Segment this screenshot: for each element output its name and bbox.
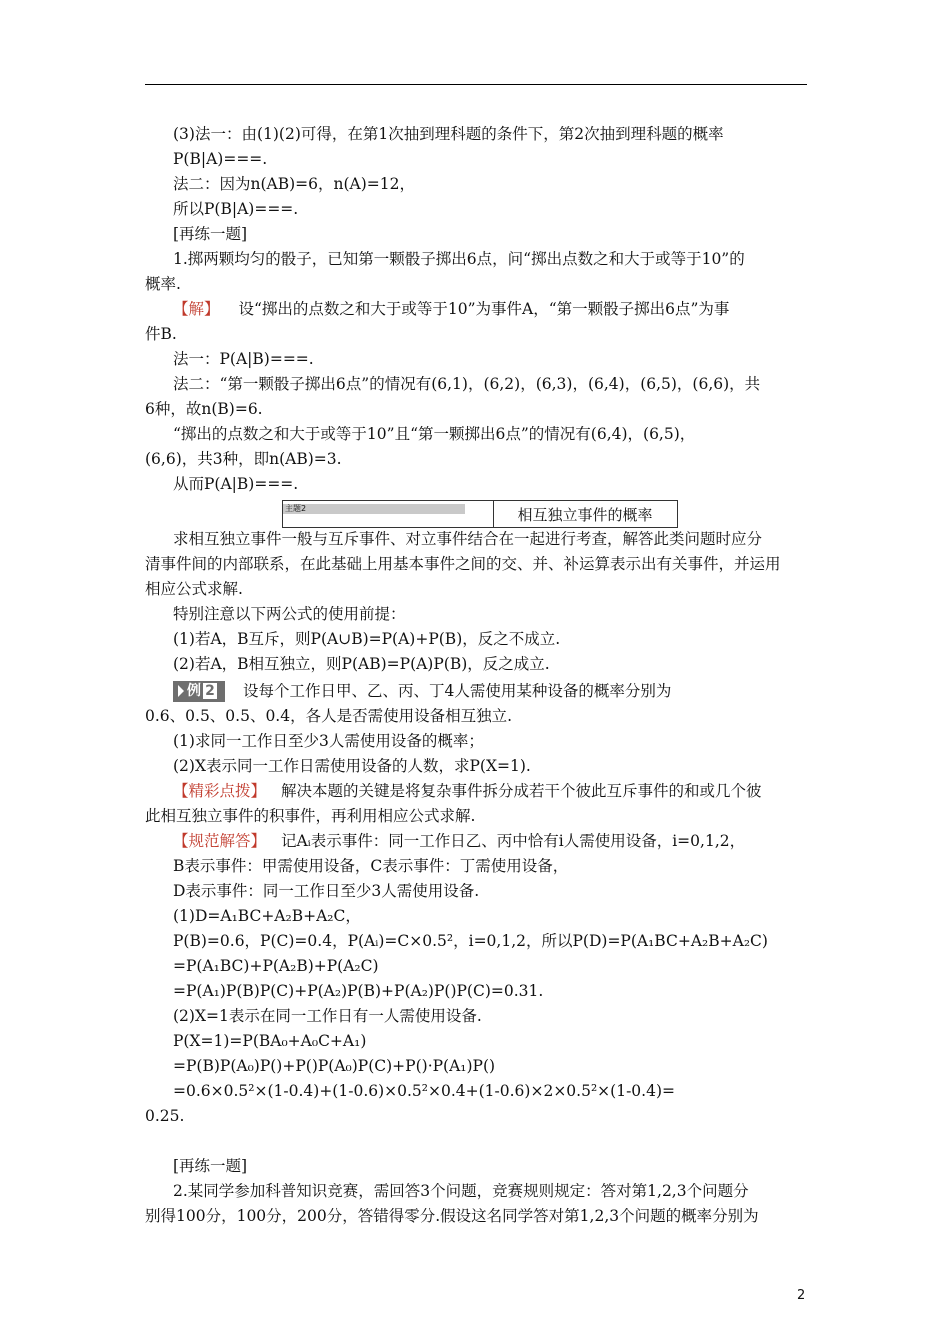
text-line: =P(B)P(A₀)P()+P()P(A₀)P(C)+P()·P(A₁)P() [173, 1057, 496, 1075]
text-line: (3)法一：由(1)(2)可得，在第1次抽到理科题的条件下，第2次抽到理科题的概率 [173, 125, 724, 143]
solution-label: 【解】 [173, 300, 220, 318]
header-rule [145, 84, 807, 85]
text-line: [再练一题] [173, 1157, 248, 1175]
text-line: 求相互独立事件一般与互斥事件、对立事件结合在一起进行考查，解答此类问题时应分 [173, 530, 763, 548]
example-badge [173, 681, 225, 702]
text-line: “掷出的点数之和大于或等于10”且“第一颗掷出6点”的情况有(6,4)，(6,5)， [173, 425, 696, 443]
text-line: =P(A₁)P(B)P(C)+P(A₂)P(B)+P(A₂)P()P(C)=0.31. [173, 982, 544, 1000]
answer-label: 【规范解答】 [173, 832, 267, 850]
text-line: 0.25. [145, 1107, 185, 1125]
text-line: (1)D=A₁BC+A₂B+A₂C， [173, 907, 361, 925]
play-arrow-icon [178, 685, 184, 697]
text-line: 清事件间的内部联系，在此基础上用基本事件之间的交、并、补运算表示出有关事件，并运用 [145, 555, 781, 573]
text-line: (1)求同一工作日至少3人需使用设备的概率； [173, 732, 484, 750]
answer-line [173, 831, 745, 851]
text-line: 解决本题的关键是将复杂事件拆分成若干个彼此互斥事件的和或几个彼 [280, 782, 762, 800]
topic-label: 主题2 [283, 504, 465, 514]
text-line: (2)X表示同一工作日需使用设备的人数，求P(X=1). [173, 757, 531, 775]
text-line: 别得100分，100分，200分，答错得零分.假设这名同学答对第1,2,3个问题的概率分别为 [145, 1207, 759, 1225]
text-line: B表示事件：甲需使用设备，C表示事件：丁需使用设备， [173, 857, 569, 875]
hint-label: 【精彩点拨】 [173, 782, 267, 800]
text-line: (1)若A，B互斥，则P(A∪B)=P(A)+P(B)，反之不成立. [173, 630, 561, 648]
text-line: 从而P(A|B)===. [173, 475, 299, 493]
topic-box [282, 500, 678, 528]
text-line: 设每个工作日甲、乙、丙、丁4人需使用某种设备的概率分别为 [243, 682, 672, 700]
text-line: (6,6)，共3种，即n(AB)=3. [145, 450, 342, 468]
text-line: =P(A₁BC)+P(A₂B)+P(A₂C) [173, 957, 379, 975]
text-line: 0.6、0.5、0.5、0.4，各人是否需使用设备相互独立. [145, 707, 513, 725]
example-number: 2 [203, 683, 217, 699]
text-line: 所以P(B|A)===. [173, 200, 299, 218]
text-line: 法二：因为n(AB)=6，n(A)=12， [173, 175, 415, 193]
text-line: 设“掷出的点数之和大于或等于10”为事件A，“第一颗骰子掷出6点”为事 [238, 300, 730, 318]
page-number: 2 [797, 1288, 806, 1303]
text-line: 特别注意以下两公式的使用前提： [173, 605, 406, 623]
text-line: 法二：“第一颗骰子掷出6点”的情况有(6,1)，(6,2)，(6,3)，(6,4)，(6,5)，(6,6)，共 [173, 375, 761, 393]
hint-line [173, 781, 761, 801]
text-line: 此相互独立事件的积事件，再利用相应公式求解. [145, 807, 476, 825]
text-line: P(X=1)=P(BA₀+A₀C+A₁) [173, 1032, 367, 1050]
example-label: 例 [187, 683, 201, 699]
text-line: =0.6×0.5²×(1-0.4)+(1-0.6)×0.5²×0.4+(1-0.6)×2×0.5²×(1-0.4)= [173, 1082, 675, 1100]
text-line: D表示事件：同一工作日至少3人需使用设备. [173, 882, 480, 900]
text-line: 概率. [145, 275, 181, 293]
text-line: (2)X=1表示在同一工作日有一人需使用设备. [173, 1007, 482, 1025]
text-line: 1.掷两颗均匀的骰子，已知第一颗骰子掷出6点，问“掷出点数之和大于或等于10”的 [173, 250, 745, 268]
solution-line [173, 299, 729, 319]
text-line: 法一：P(A|B)===. [173, 350, 314, 368]
text-line: 件B. [145, 325, 177, 343]
topic-title: 相互独立事件的概率 [517, 506, 653, 524]
text-line: 2.某同学参加科普知识竞赛，需回答3个问题，竞赛规则规定：答对第1,2,3个问题分 [173, 1182, 749, 1200]
text-line: P(B)=0.6，P(C)=0.4，P(Aᵢ)=C×0.5²，i=0,1,2，所以P(D)=P(A₁BC+A₂B+A₂C) [173, 932, 768, 950]
text-line: 记Aᵢ表示事件：同一工作日乙、丙中恰有i人需使用设备，i=0,1,2， [280, 832, 746, 850]
text-line: (2)若A，B相互独立，则P(AB)=P(A)P(B)，反之成立. [173, 655, 550, 673]
text-line: 6种，故n(B)=6. [145, 400, 263, 418]
text-line: [再练一题] [173, 225, 248, 243]
text-line: P(B|A)===. [173, 150, 268, 168]
text-line: 相应公式求解. [145, 580, 243, 598]
